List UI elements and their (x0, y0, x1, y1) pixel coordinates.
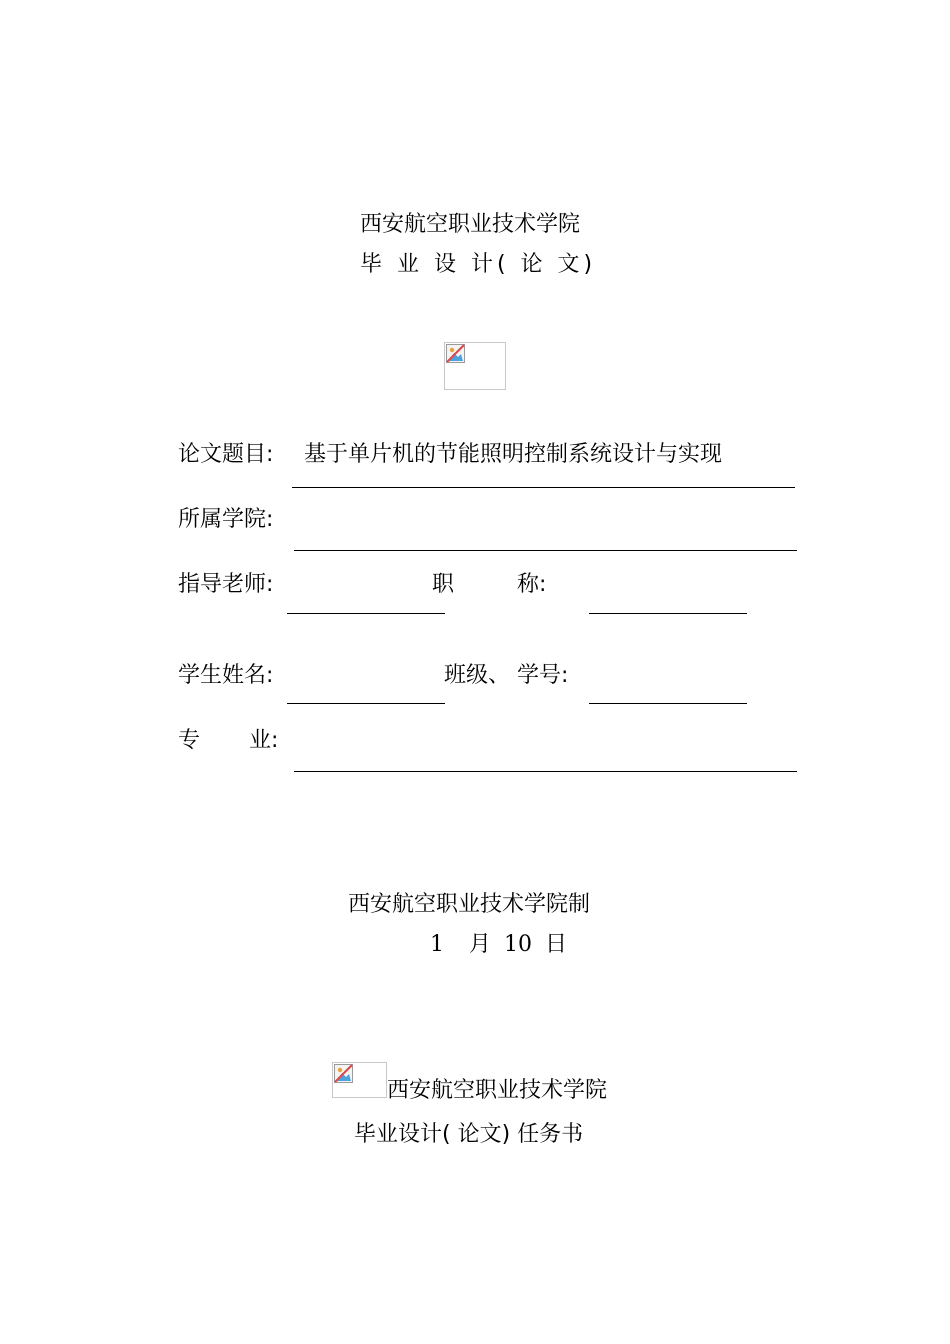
class-label: 班级、 学号: (444, 663, 569, 688)
footer-org: 西安航空职业技术学院制 (348, 892, 591, 917)
school-logo (444, 342, 506, 390)
date-day-num: 10 (504, 932, 533, 957)
advisor-label: 指导老师: (178, 572, 274, 597)
task-book-logo (332, 1062, 387, 1098)
major-label: 专 业: (178, 728, 279, 753)
advisor-underline (287, 613, 445, 614)
rank-label-text: 职 称: (432, 572, 547, 597)
doc-type: 毕 业 设 计( 论 文) (360, 252, 597, 277)
title-label: 论文题目: (178, 442, 274, 467)
major-underline (294, 771, 797, 772)
cover-date (430, 932, 567, 958)
class-underline (589, 703, 747, 704)
date-day-char: 日 (545, 932, 568, 957)
title-underline (292, 487, 795, 488)
student-label: 学生姓名: (178, 663, 274, 688)
task-book-school: 西安航空职业技术学院 (387, 1078, 608, 1103)
college-underline (294, 550, 797, 551)
task-book-title: 毕业设计( 论文) 任务书 (354, 1122, 584, 1147)
student-underline (287, 703, 445, 704)
college-label: 所属学院: (178, 507, 274, 532)
broken-image-icon (334, 1064, 354, 1084)
school-name: 西安航空职业技术学院 (360, 212, 581, 237)
title-value: 基于单片机的节能照明控制系统设计与实现 (304, 442, 723, 467)
rank-label (432, 572, 546, 598)
broken-image-icon (446, 344, 466, 364)
rank-underline (589, 613, 747, 614)
date-month-char: 月 (469, 932, 492, 957)
date-month-num: 1 (430, 932, 444, 957)
